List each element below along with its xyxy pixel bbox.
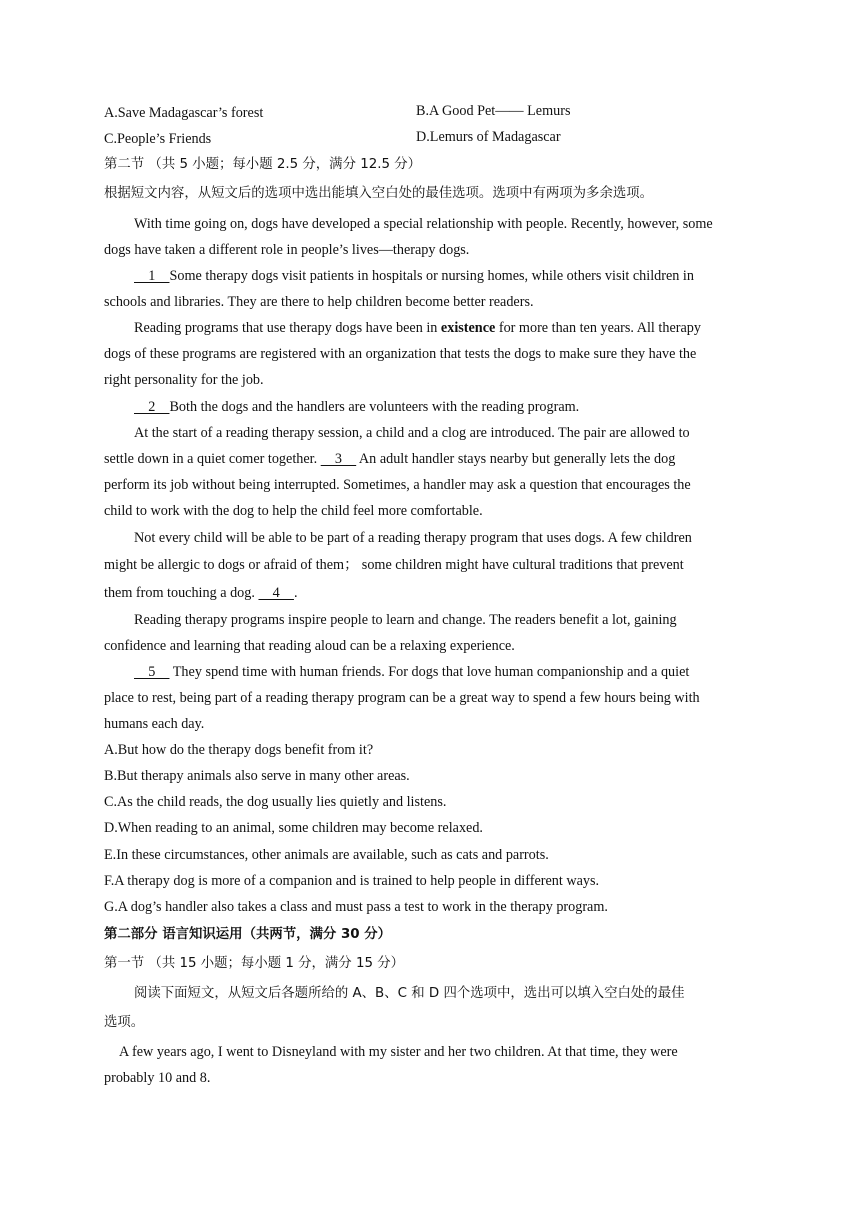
option-b: B.A Good Pet—— Lemurs: [416, 103, 571, 119]
passage-line: [134, 662, 689, 682]
passage-text: Reading programs that use therapy dogs have been in: [134, 320, 441, 336]
passage-text: for more than ten years. All therapy: [495, 320, 701, 336]
passage-line: With time going on, dogs have developed a special relationship with people. Recently, however, some: [134, 216, 713, 232]
passage-line: perform its job without being interrupted. Sometimes, a handler may ask a question that encourages the: [104, 477, 691, 493]
passage-text: Some therapy dogs visit patients in hospitals or nursing homes, while others visit children in: [169, 268, 694, 284]
passage-line: [134, 266, 694, 286]
choice-e: E.In these circumstances, other animals are available, such as cats and parrots.: [104, 847, 549, 863]
passage-line: dogs have taken a different role in people’s lives—therapy dogs.: [104, 242, 470, 258]
passage-line: dogs of these programs are registered with an organization that tests the dogs to make sure they have the: [104, 346, 697, 362]
choice-b: B.But therapy animals also serve in many other areas.: [104, 768, 410, 784]
choice-c: C.As the child reads, the dog usually lies quietly and listens.: [104, 794, 447, 810]
passage-text: They spend time with human friends. For dogs that love human companionship and a quiet: [169, 664, 690, 680]
passage-line: Not every child will be able to be part of a reading therapy program that uses dogs. A few children: [134, 530, 692, 546]
passage-text: An adult handler stays nearby but generally lets the dog: [356, 451, 676, 467]
passage-text: Both the dogs and the handlers are volunteers with the reading program.: [169, 399, 580, 415]
story-line: probably 10 and 8.: [104, 1070, 211, 1086]
story-line: A few years ago, I went to Disneyland with my sister and her two children. At that time, they were: [119, 1044, 678, 1060]
passage-text: .: [293, 585, 298, 601]
blank-2: 2: [134, 399, 170, 415]
option-d: D.Lemurs of Madagascar: [416, 129, 561, 145]
passage-line: confidence and learning that reading aloud can be a relaxing experience.: [104, 638, 515, 654]
section2-instruction: 根据短文内容，从短文后的选项中选出能填入空白处的最佳选项。选项中有两项为多余选项。: [104, 186, 654, 201]
option-c: C.People’s Friends: [104, 131, 212, 147]
choice-f: F.A therapy dog is more of a companion and is trained to help people in different ways.: [104, 873, 600, 889]
passage-text: settle down in a quiet comer together.: [104, 451, 321, 467]
passage-line: might be allergic to dogs or afraid of them； some children might have cultural traditions that prevent: [104, 557, 684, 573]
passage-line: schools and libraries. They are there to help children become better readers.: [104, 294, 534, 310]
blank-4: 4: [258, 585, 294, 601]
passage-line: At the start of a reading therapy session, a child and a clog are introduced. The pair are allowed to: [134, 425, 690, 441]
passage-line: [134, 318, 701, 338]
choice-a: A.But how do the therapy dogs benefit from it?: [104, 742, 374, 758]
passage-line: [104, 449, 675, 469]
passage-line: place to rest, being part of a reading therapy program can be a great way to spend a few hours being with: [104, 690, 700, 706]
bold-word: existence: [440, 320, 496, 336]
passage-line: [104, 583, 297, 603]
blank-3: 3: [320, 451, 357, 467]
passage-line: right personality for the job.: [104, 372, 264, 388]
blank-1: 1: [134, 268, 170, 284]
section2-heading: 第二节 （共 5 小题；每小题 2.5 分，满分 12.5 分）: [104, 157, 422, 172]
passage-text: them from touching a dog.: [104, 585, 259, 601]
passage-line: humans each day.: [104, 716, 205, 732]
choice-d: D.When reading to an animal, some children may become relaxed.: [104, 820, 483, 836]
choice-g: G.A dog’s handler also takes a class and must pass a test to work in the therapy program.: [104, 899, 608, 915]
part2-subheading: 第一节 （共 15 小题；每小题 1 分，满分 15 分）: [104, 956, 405, 971]
part2-instruction: 阅读下面短文，从短文后各题所给的 A、B、C 和 D 四个选项中，选出可以填入空白处的最佳: [134, 986, 685, 1001]
passage-line: child to work with the dog to help the child feel more comfortable.: [104, 503, 483, 519]
part2-heading: 第二部分 语言知识运用（共两节，满分 30 分）: [104, 927, 392, 942]
blank-5: 5: [134, 664, 170, 680]
part2-instruction-cont: 选项。: [104, 1015, 145, 1030]
passage-line: [134, 397, 579, 417]
option-a: A.Save Madagascar’s forest: [104, 105, 264, 121]
passage-line: Reading therapy programs inspire people to learn and change. The readers benefit a lot, gaining: [134, 612, 677, 628]
